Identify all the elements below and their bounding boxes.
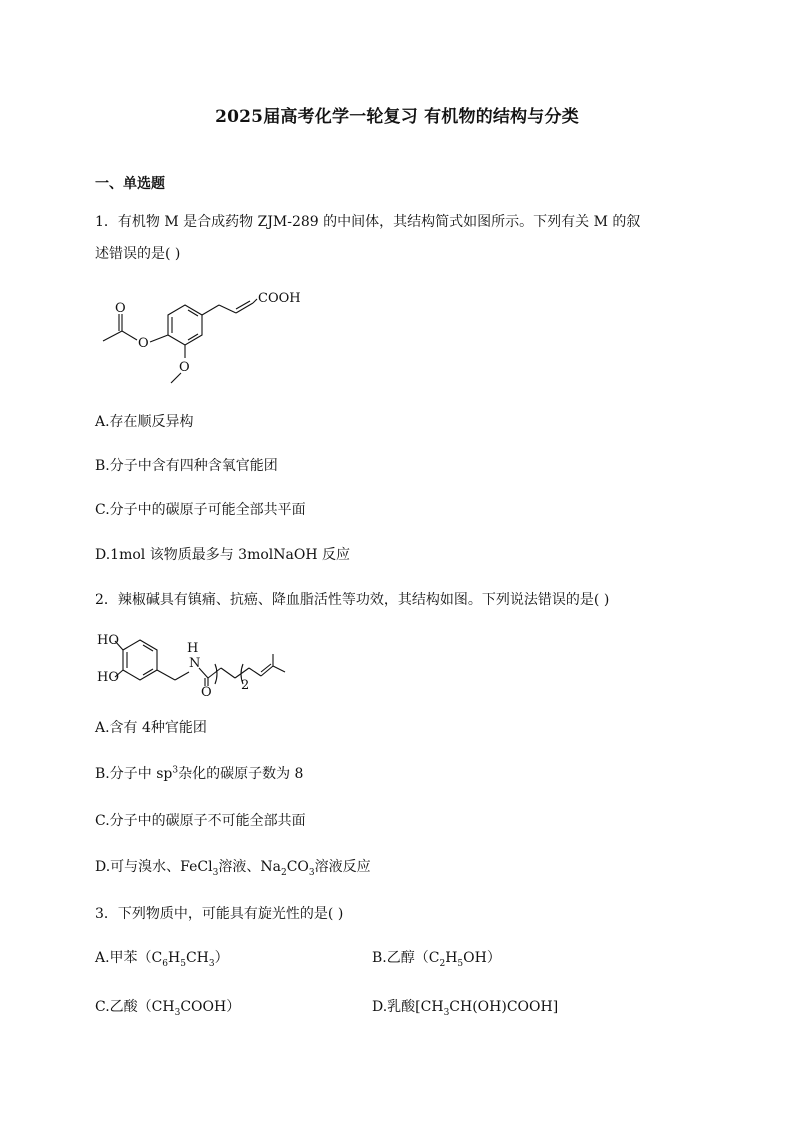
q2-benzene-ring (123, 640, 157, 680)
page-title: 2025届高考化学一轮复习 有机物的结构与分类 (215, 107, 579, 127)
svg-text:HO: HO (97, 633, 119, 648)
q1-option-d: D.1mol 该物质最多与 3molNaOH 反应 (95, 547, 350, 563)
q1-stem-line1: 1．有机物 M 是合成药物 ZJM-289 的中间体，其结构简式如图所示。下列有关 M 的叙 (95, 214, 641, 230)
svg-text:H: H (187, 641, 199, 656)
q3-option-b: B.乙醇$(C_2H_5OH)$ (372, 950, 501, 969)
section-heading: 一、单选题 (95, 176, 165, 192)
svg-text:O: O (201, 685, 212, 700)
q3-option-d: D.乳酸$[CH_3CH(OH)COOH]$ (372, 999, 559, 1018)
svg-text:N: N (189, 656, 201, 671)
q1-cooh-label: COOH (258, 291, 301, 306)
q2-structure-figure (95, 626, 295, 700)
q3-option-c: C.乙酸$(CH_3COOH)$ (95, 999, 241, 1018)
q2-option-d: D.可与溴水、FeCl$_3$溶液、$Na_2CO_3$溶液反应 (95, 859, 371, 878)
q2-option-b: B.分子中 $sp^3$杂化的碳原子数为 8 (95, 765, 304, 782)
svg-text:O: O (138, 336, 149, 351)
q2-stem: 2．辣椒碱具有镇痛、抗癌、降血脂活性等功效，其结构如图。下列说法错误的是( ) (95, 592, 610, 608)
q1-structure-figure (95, 280, 325, 390)
svg-text:O: O (179, 360, 190, 375)
q1-stem-line2: 述错误的是( ) (95, 246, 181, 262)
q2-option-a: A.含有 4种官能团 (95, 720, 207, 736)
q2-option-c: C.分子中的碳原子不可能全部共面 (95, 813, 306, 829)
q1-option-b: B.分子中含有四种含氧官能团 (95, 458, 278, 474)
svg-text:O: O (115, 301, 126, 316)
q1-option-c: C.分子中的碳原子可能全部共平面 (95, 502, 306, 518)
q3-option-a: A.甲苯$(C_6H_5CH_3)$ (95, 950, 229, 969)
q1-benzene-ring (168, 305, 202, 345)
q1-option-a: A.存在顺反异构 (95, 414, 194, 430)
q3-stem: 3．下列物质中，可能具有旋光性的是( ) (95, 906, 344, 922)
svg-text:HO: HO (97, 670, 119, 685)
svg-text:2: 2 (241, 678, 250, 693)
